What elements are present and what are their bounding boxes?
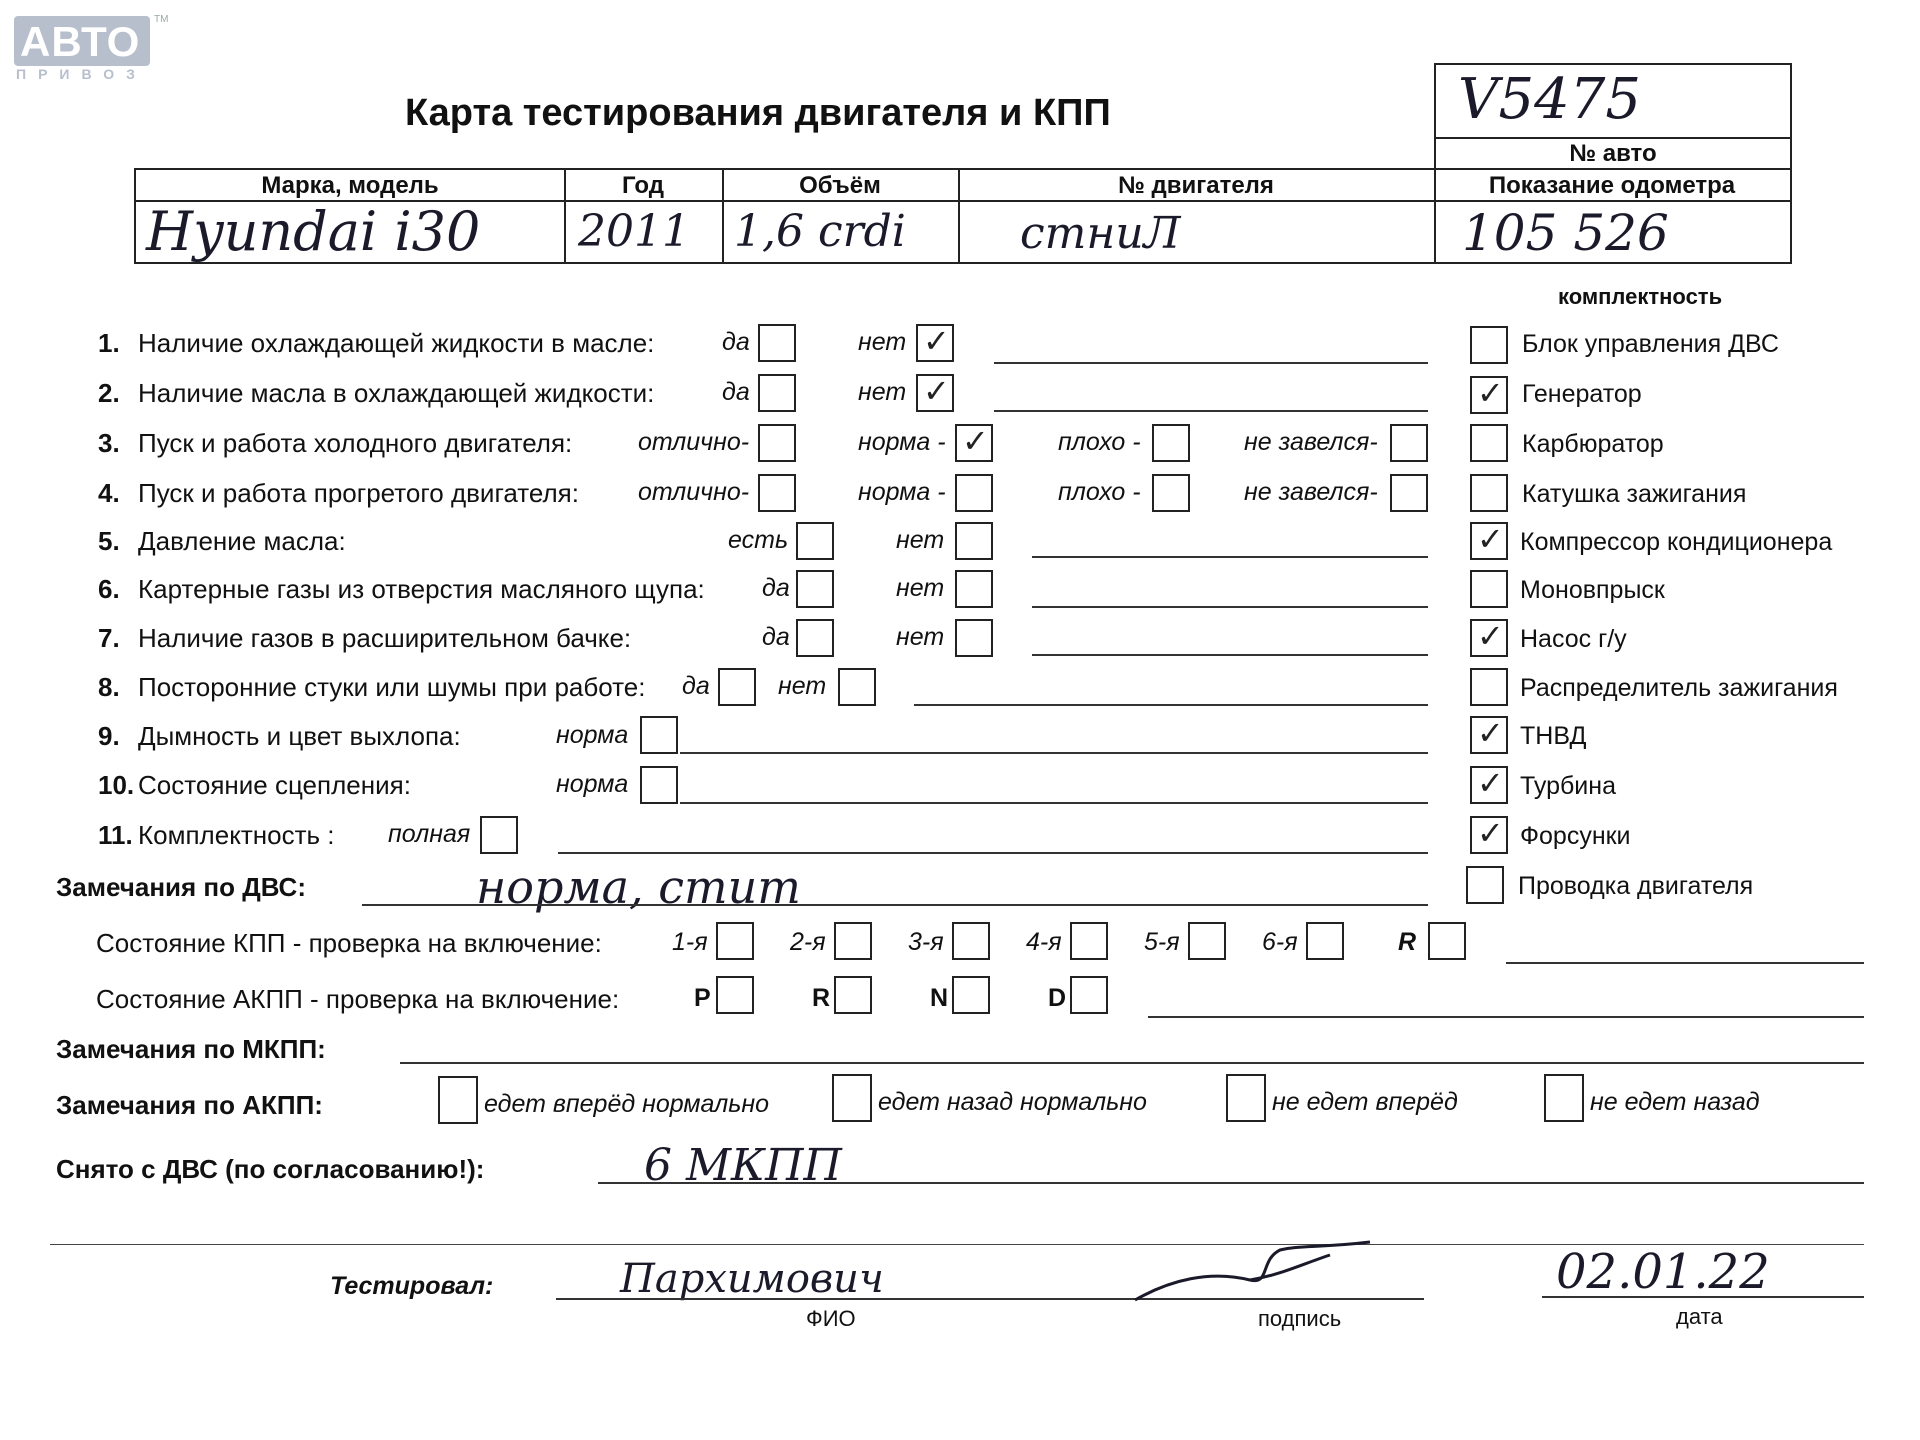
completeness-label: Насос г/у — [1520, 625, 1627, 653]
checkbox[interactable] — [834, 922, 872, 960]
checkbox[interactable] — [438, 1076, 478, 1124]
volume-value: 1,6 crdi — [734, 206, 906, 257]
remarks-mkpp-label: Замечания по МКПП: — [56, 1034, 326, 1064]
checkbox-checked[interactable] — [955, 424, 993, 462]
akpp-line — [1148, 1016, 1864, 1018]
item-number: 2. — [98, 378, 120, 408]
item-text: Давление масла: — [138, 526, 346, 556]
option-label: нет — [858, 328, 907, 356]
signature-icon — [1130, 1240, 1390, 1315]
akpp-option: не едет вперёд — [1272, 1088, 1458, 1116]
completeness-label: Блок управления ДВС — [1522, 330, 1779, 358]
checkbox[interactable] — [718, 668, 756, 706]
checkbox[interactable] — [796, 570, 834, 608]
year-label: Год — [622, 172, 664, 199]
checkbox[interactable] — [1470, 668, 1508, 706]
date-value: 02.01.22 — [1556, 1244, 1770, 1300]
checkbox[interactable] — [640, 766, 678, 804]
remarks-akpp-label: Замечания по АКПП: — [56, 1090, 323, 1120]
tested-label: Тестировал: — [330, 1272, 494, 1300]
checkbox-checked[interactable] — [1470, 766, 1508, 804]
remarks-mkpp-line — [400, 1062, 1864, 1064]
option-label: нет — [896, 574, 945, 602]
item-text: Пуск и работа холодного двигателя: — [138, 428, 573, 458]
checkbox[interactable] — [838, 668, 876, 706]
kpp-line — [1506, 962, 1864, 964]
akpp-label: Состояние АКПП - проверка на включение: — [96, 984, 620, 1014]
removed-label: Снято с ДВС (по согласованию!): — [56, 1154, 485, 1184]
note-line — [914, 704, 1428, 706]
logo-subtitle: ПРИВОЗ — [16, 66, 147, 82]
option-label: не завелся- — [1244, 428, 1378, 456]
checkbox[interactable] — [796, 522, 834, 560]
completeness-label: Генератор — [1522, 380, 1642, 408]
checkbox[interactable] — [758, 474, 796, 512]
option-label: отлично- — [638, 478, 750, 506]
checkbox[interactable] — [1470, 326, 1508, 364]
note-line — [1032, 556, 1428, 558]
option-label: не завелся- — [1244, 478, 1378, 506]
completeness-label: Форсунки — [1520, 822, 1631, 850]
check-mark-icon: ✓ — [923, 372, 950, 410]
check-mark-icon: ✓ — [962, 422, 989, 460]
gear-label: P — [694, 984, 711, 1012]
option-label: нет — [896, 526, 945, 554]
note-line — [1032, 606, 1428, 608]
option-label: нет — [778, 672, 827, 700]
checkbox[interactable] — [952, 976, 990, 1014]
note-line — [994, 410, 1428, 412]
kpp-label: Состояние КПП - проверка на включение: — [96, 928, 602, 958]
removed-value: 6 МКПП — [644, 1140, 842, 1191]
engine-value: стниЛ — [1020, 208, 1181, 259]
gear-label: 1-я — [672, 928, 708, 956]
note-line — [994, 362, 1428, 364]
option-label: норма - — [858, 428, 946, 456]
gear-label: R — [1398, 928, 1417, 956]
item-number: 11. — [98, 820, 133, 850]
check-mark-icon: ✓ — [1477, 520, 1504, 558]
option-label: есть — [728, 526, 789, 554]
checkbox-checked[interactable] — [1470, 619, 1508, 657]
item-text: Посторонние стуки или шумы при работе: — [138, 672, 646, 702]
item-text: Состояние сцепления: — [138, 770, 411, 800]
remarks-dvs-label: Замечания по ДВС: — [56, 872, 306, 902]
option-label: да — [762, 574, 790, 602]
checkbox[interactable] — [758, 324, 796, 362]
completeness-label: Катушка зажигания — [1522, 480, 1747, 508]
signature-label: подпись — [1258, 1306, 1342, 1331]
item-number: 7. — [98, 623, 120, 653]
auto-no-label: № авто — [1569, 140, 1657, 167]
vehicle-table — [134, 168, 1792, 264]
checkbox[interactable] — [1070, 922, 1108, 960]
remarks-dvs-value: норма, стит — [476, 860, 801, 914]
checkbox[interactable] — [1188, 922, 1226, 960]
checkbox[interactable] — [716, 922, 754, 960]
option-label: норма - — [858, 478, 946, 506]
note-line — [680, 752, 1428, 754]
checkbox[interactable] — [955, 619, 993, 657]
checkbox[interactable] — [834, 976, 872, 1014]
checkbox[interactable] — [955, 570, 993, 608]
item-text: Наличие газов в расширительном бачке: — [138, 623, 632, 653]
item-text: Комплектность : — [138, 820, 335, 850]
gear-label: D — [1048, 984, 1067, 1012]
completeness-label: Распределитель зажигания — [1520, 674, 1838, 702]
brand-label: Марка, модель — [261, 172, 439, 199]
volume-label: Объём — [799, 172, 881, 199]
auto-no-box — [1434, 137, 1792, 170]
check-mark-icon: ✓ — [1477, 764, 1504, 802]
fio-value: Пархимович — [620, 1256, 884, 1302]
checkbox[interactable] — [1152, 474, 1190, 512]
note-line — [558, 852, 1428, 854]
option-label: да — [762, 623, 790, 651]
completeness-label: Карбюратор — [1522, 430, 1664, 458]
option-label: плохо - — [1058, 428, 1141, 456]
checkbox[interactable] — [1470, 474, 1508, 512]
gear-label: N — [930, 984, 949, 1012]
engine-label: № двигателя — [1118, 172, 1274, 199]
option-label: да — [722, 328, 750, 356]
check-mark-icon: ✓ — [1477, 714, 1504, 752]
item-number: 4. — [98, 478, 120, 508]
option-label: норма — [556, 721, 629, 749]
checkbox[interactable] — [1470, 570, 1508, 608]
checkbox[interactable] — [1428, 922, 1466, 960]
completeness-label: Моновпрыск — [1520, 576, 1665, 604]
car-id-value: V5475 — [1458, 67, 1641, 132]
item-number: 9. — [98, 721, 120, 751]
akpp-option: едет вперёд нормально — [484, 1090, 770, 1118]
akpp-option: едет назад нормально — [878, 1088, 1147, 1116]
checkbox-checked[interactable] — [1470, 522, 1508, 560]
gear-label: 5-я — [1144, 928, 1180, 956]
checkbox[interactable] — [758, 374, 796, 412]
odometer-value: 105 526 — [1462, 204, 1669, 262]
checkbox-checked[interactable] — [1470, 816, 1508, 854]
completeness-label: Компрессор кондиционера — [1520, 528, 1833, 556]
check-mark-icon: ✓ — [1477, 374, 1504, 412]
gear-label: R — [812, 984, 831, 1012]
checkbox[interactable] — [832, 1074, 872, 1122]
year-value: 2011 — [578, 206, 690, 257]
item-number: 1. — [98, 328, 120, 358]
completeness-label: Проводка двигателя — [1518, 872, 1754, 900]
logo-tm: TM — [154, 14, 169, 25]
checkbox-checked[interactable] — [1470, 376, 1508, 414]
gear-label: 2-я — [790, 928, 826, 956]
item-text: Наличие охлаждающей жидкости в масле: — [138, 328, 655, 358]
check-mark-icon: ✓ — [1477, 617, 1504, 655]
checkbox[interactable] — [1470, 424, 1508, 462]
checkbox[interactable] — [1226, 1074, 1266, 1122]
brand-value: Hyundai i30 — [146, 200, 481, 263]
date-label: дата — [1676, 1304, 1723, 1329]
check-mark-icon: ✓ — [1477, 814, 1504, 852]
checkbox[interactable] — [1306, 922, 1344, 960]
remarks-dvs-line — [362, 904, 1428, 906]
note-line — [1032, 654, 1428, 656]
completeness-label: Турбина — [1520, 772, 1616, 800]
checkbox[interactable] — [955, 522, 993, 560]
gear-label: 3-я — [908, 928, 944, 956]
checkbox[interactable] — [955, 474, 993, 512]
logo-text: АВТО — [20, 18, 141, 65]
checkbox-checked[interactable] — [1470, 716, 1508, 754]
akpp-option: не едет назад — [1590, 1088, 1760, 1116]
checkbox[interactable] — [1152, 424, 1190, 462]
option-label: нет — [896, 623, 945, 651]
gear-label: 6-я — [1262, 928, 1298, 956]
date-line — [1542, 1296, 1864, 1298]
item-text: Картерные газы из отверстия масляного щупа: — [138, 574, 705, 604]
checkbox[interactable] — [1070, 976, 1108, 1014]
item-text: Дымность и цвет выхлопа: — [138, 721, 461, 751]
checkbox[interactable] — [758, 424, 796, 462]
option-label: плохо - — [1058, 478, 1141, 506]
checkbox-checked[interactable] — [916, 324, 954, 362]
option-label: нет — [858, 378, 907, 406]
checkbox[interactable] — [1466, 866, 1504, 904]
option-label: да — [722, 378, 750, 406]
option-label: норма — [556, 770, 629, 798]
item-number: 3. — [98, 428, 120, 458]
checkbox[interactable] — [640, 716, 678, 754]
logo — [14, 14, 169, 66]
item-number: 10. — [98, 770, 135, 800]
option-label: да — [682, 672, 710, 700]
note-line — [680, 802, 1428, 804]
removed-line — [598, 1182, 1864, 1184]
checkbox[interactable] — [1390, 474, 1428, 512]
option-label: отлично- — [638, 428, 750, 456]
checkbox-checked[interactable] — [916, 374, 954, 412]
car-id-box — [1434, 63, 1792, 139]
checkbox[interactable] — [480, 816, 518, 854]
item-text: Наличие масла в охлаждающей жидкости: — [138, 378, 655, 408]
option-label: полная — [388, 820, 471, 848]
checkbox[interactable] — [1544, 1074, 1584, 1122]
item-number: 5. — [98, 526, 120, 556]
fio-label: ФИО — [806, 1306, 856, 1331]
completeness-title: комплектность — [1558, 284, 1723, 309]
page-title: Карта тестирования двигателя и КПП — [405, 92, 1111, 134]
completeness-label: ТНВД — [1520, 722, 1587, 750]
checkbox[interactable] — [716, 976, 754, 1014]
odometer-label: Показание одометра — [1488, 172, 1736, 199]
check-mark-icon: ✓ — [923, 322, 950, 360]
item-number: 6. — [98, 574, 120, 604]
item-text: Пуск и работа прогретого двигателя: — [138, 478, 579, 508]
gear-label: 4-я — [1026, 928, 1062, 956]
checkbox[interactable] — [1390, 424, 1428, 462]
checkbox[interactable] — [796, 619, 834, 657]
checkbox[interactable] — [952, 922, 990, 960]
item-number: 8. — [98, 672, 120, 702]
